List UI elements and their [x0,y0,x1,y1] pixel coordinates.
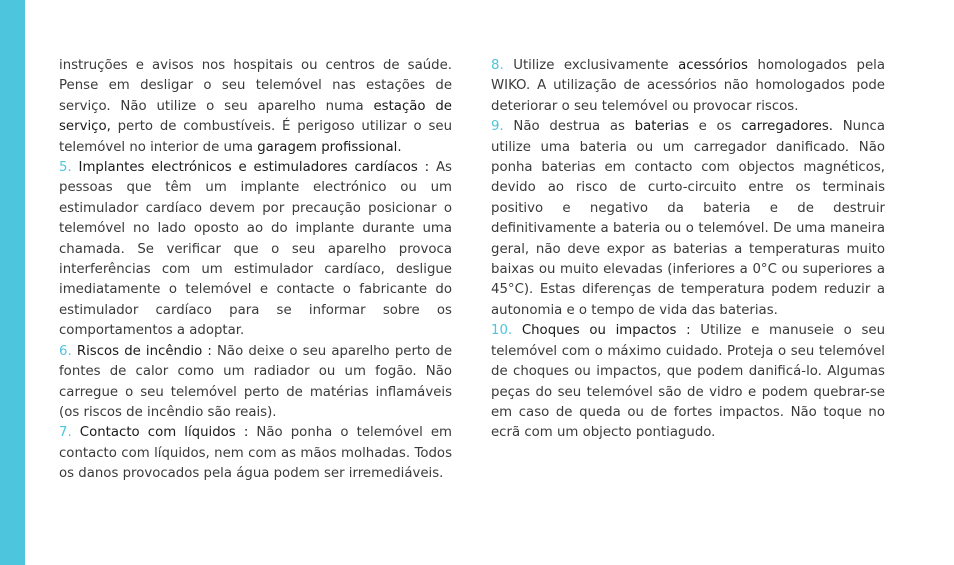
body-text: Não ponha o telemóvel em contacto com líquidos, nem com as mãos molhadas. Todos os danos provocados pela água podem ser irremediáveis. [59,425,452,482]
side-accent-bar [0,0,25,565]
right-column [491,56,885,444]
paragraph [59,56,452,158]
emphasized-term: carregadores. [741,119,834,135]
emphasized-term: baterias [634,119,689,135]
item-number: 6. [59,343,72,359]
body-text: e os [688,119,742,135]
body-text: perto de combustíveis. É perigoso utilizar o seu telemóvel no interior de uma [59,119,452,155]
paragraph [491,56,885,117]
body-text: Não deixe o seu aparelho perto de fontes de calor como um radiador ou um fogão. Não carregue o seu telemóvel perto de matérias inflamáveis (os riscos de incêndio são reais). [59,343,453,420]
body-text: Nunca utilize uma bateria ou um carregador danificado. Não ponha baterias em contacto com objectos magnéticos, devido ao risco de curto-circuito entre os terminais positivo e negativo da bateria e de destruir definitivamente a bateria ou o telemóvel. De uma maneira geral, não deve expor as baterias a temperaturas muito baixas ou muito elevadas (inferiores a 0°C ou superiores a 45°C). Estas diferenças de temperatura podem reduzir a autonomia e o tempo de vida das baterias. [491,119,885,318]
body-text: instruções e avisos nos hospitais ou centros de saúde. Pense em desligar o seu telemóvel nas estações de serviço. Não utilize o seu aparelho numa [59,58,452,114]
item-heading: Choques ou impactos : [521,323,691,339]
body-text: Utilize exclusivamente [513,58,679,73]
item-number: 9. [491,119,504,135]
paragraph [491,117,885,321]
paragraph [59,423,452,484]
item-number: 7. [59,425,72,441]
item-number: 10. [491,323,513,339]
emphasized-term: estação de serviço, [59,98,452,135]
item-number: 8. [491,58,504,73]
item-heading: Implantes electrónicos e estimuladores cardíacos : [78,160,430,176]
paragraph [491,321,885,443]
left-column [59,56,452,485]
body-text: Utilize e manuseie o seu telemóvel com o máximo cuidado. Proteja o seu telemóvel de choques ou impactos, que podem danificá-lo. Algumas peças do seu telemóvel são de vidro e podem quebrar-se em caso de queda ou de fortes impactos. Não toque no ecrã com um objecto pontiagudo. [491,323,885,441]
body-text: As pessoas que têm um implante electrónico ou um estimulador cardíaco devem por precaução posicionar o telemóvel no lado oposto ao do implante durante uma chamada. Se verificar que o seu aparelho provoca interferências com um estimulador cardíaco, desligue imediatamente o telemóvel e contacte o fabricante do estimulador cardíaco para se informar sobre os comportamentos a adoptar. [59,160,452,339]
paragraph [59,342,452,424]
body-text: homologados pela WIKO. A utilização de acessórios não homologados pode deteriorar o seu telemóvel ou provocar riscos. [491,58,885,114]
item-heading: Riscos de incêndio : [76,343,212,359]
item-number: 5. [59,160,72,176]
body-text: Não destrua as [513,119,635,135]
item-heading: Contacto com líquidos : [79,425,249,441]
emphasized-term: acessórios [678,58,748,73]
paragraph [59,158,452,342]
emphasized-term: garagem profissional. [257,139,402,155]
